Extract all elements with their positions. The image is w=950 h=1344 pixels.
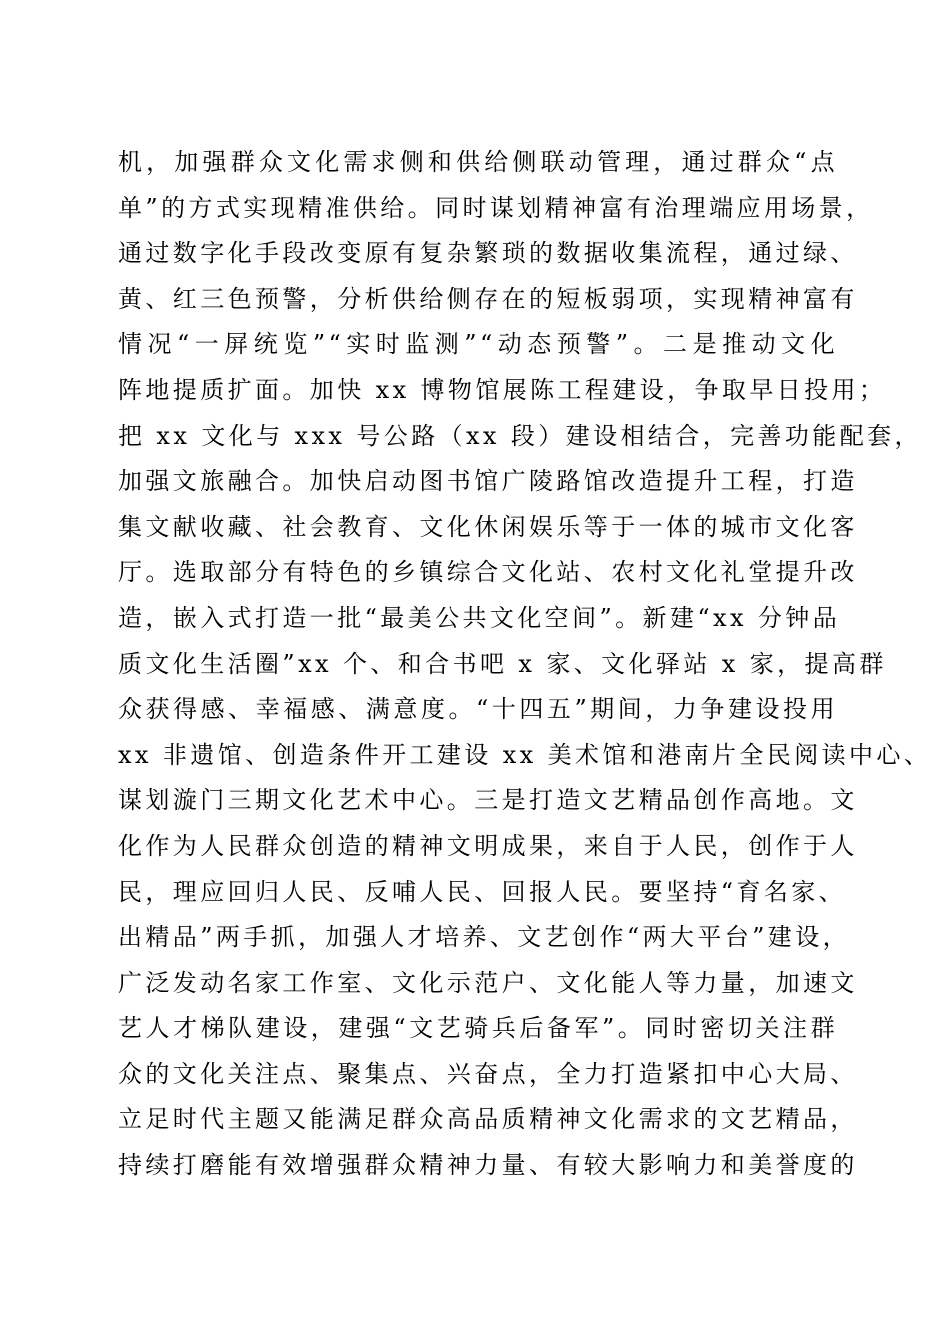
text-line-18: 出精品”两手抓，加强人才培养、文艺创作“两大平台”建设， — [118, 923, 851, 952]
text-line-15: 谋划漩门三期文化艺术中心。三是打造文艺精品创作高地。文 — [118, 786, 858, 815]
text-line-9: 集文献收藏、社会教育、文化休闲娱乐等于一体的城市文化客 — [118, 512, 858, 541]
text-line-19: 广泛发动名家工作室、文化示范户、文化能人等力量，加速文 — [118, 968, 858, 997]
text-line-6: 阵地提质扩面。加快 xx 博物馆展陈工程建设，争取早日投用； — [118, 375, 887, 404]
text-line-20: 艺人才梯队建设，建强“文艺骑兵后备军”。同时密切关注群 — [118, 1014, 838, 1043]
text-line-1: 机，加强群众文化需求侧和供给侧联动管理，通过群众“点 — [118, 148, 838, 176]
text-line-3: 通过数字化手段改变原有复杂繁琐的数据收集流程，通过绿、 — [118, 239, 858, 268]
text-line-8: 加强文旅融合。加快启动图书馆广陵路馆改造提升工程，打造 — [118, 467, 858, 496]
text-line-12: 质文化生活圈”xx 个、和合书吧 x 家、文化驿站 x 家，提高群 — [118, 649, 887, 678]
text-line-7: 把 xx 文化与 xxx 号公路（xx 段）建设相结合，完善功能配套， — [118, 421, 922, 450]
text-line-23: 持续打磨能有效增强群众精神力量、有较大影响力和美誉度的 — [118, 1151, 858, 1180]
text-line-10: 厅。选取部分有特色的乡镇综合文化站、农村文化礼堂提升改 — [118, 558, 858, 587]
text-line-11: 造，嵌入式打造一批“最美公共文化空间”。新建“xx 分钟品 — [118, 603, 841, 632]
text-line-21: 众的文化关注点、聚集点、兴奋点，全力打造紧扣中心大局、 — [118, 1059, 858, 1088]
text-line-2: 单”的方式实现精准供给。同时谋划精神富有治理端应用场景， — [118, 193, 874, 222]
text-line-14: xx 非遗馆、创造条件开工建设 xx 美术馆和港南片全民阅读中心、 — [118, 740, 932, 769]
text-line-22: 立足时代主题又能满足群众高品质精神文化需求的文艺精品， — [118, 1105, 858, 1134]
text-line-4: 黄、红三色预警，分析供给侧存在的短板弱项，实现精神富有 — [118, 284, 858, 313]
text-line-16: 化作为人民群众创造的精神文明成果，来自于人民，创作于人 — [118, 831, 858, 860]
text-line-5: 情况“一屏统览”“实时监测”“动态预警”。二是推动文化 — [118, 330, 838, 359]
text-line-13: 众获得感、幸福感、满意度。“十四五”期间，力争建设投用 — [118, 695, 838, 724]
body-paragraph — [118, 140, 932, 1189]
text-line-17: 民，理应回归人民、反哺人民、回报人民。要坚持“育名家、 — [118, 877, 847, 906]
